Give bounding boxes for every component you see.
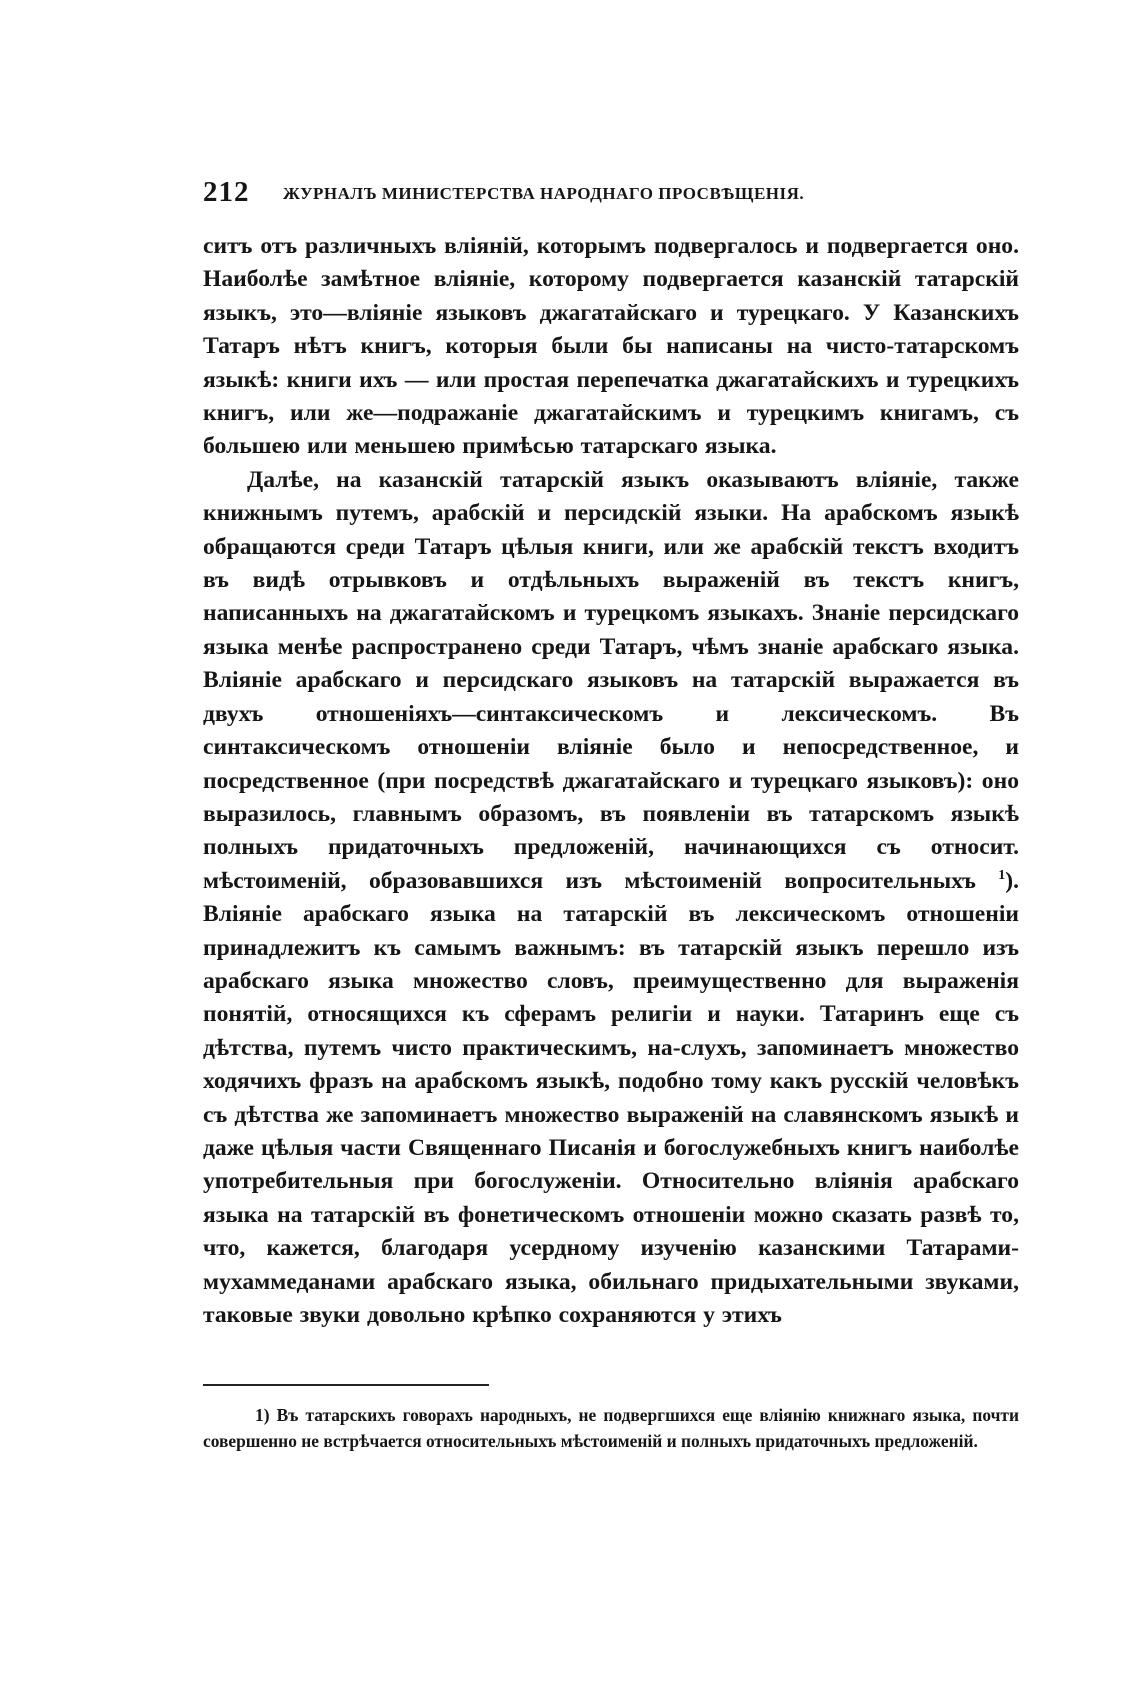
page-header	[203, 176, 1019, 216]
footnote-text: Въ татарскихъ говорахъ народныхъ, не подвергшихся еще вліянію книжнаго языка, почти совершенно не встрѣчается относительныхъ мѣстоименій и полныхъ придаточныхъ предложеній.	[203, 1405, 1019, 1451]
page-number: 212	[203, 176, 250, 208]
footnote-marker: 1)	[255, 1405, 270, 1425]
paragraph-1: ситъ отъ различныхъ вліяній, которымъ подвергалось и подвергается оно. Наиболѣе замѣтное вліяніе, которому подвергается казанскій татарскій языкъ, это—вліяніе языковъ джагатайскаго и турецкаго. У Казанскихъ Татаръ нѣтъ книгъ, которыя были бы написаны на чисто-татарскомъ языкѣ: книги ихъ — или простая перепечатка джагатайскихъ и турецкихъ книгъ, или же—подражаніе джагатайскимъ и турецкимъ книгамъ, съ большею или меньшею примѣсью татарскаго языка.	[203, 233, 1019, 460]
body-text	[203, 230, 1019, 1332]
paragraph-2	[203, 464, 1019, 1333]
paragraph-2-continuation: ). Вліяніе арабскаго языка на татарскій въ лексическомъ отношеніи принадлежитъ къ самымъ важнымъ: въ татарскій языкъ перешло изъ арабскаго языка множество словъ, преимущественно для выраженія понятій, относящихся къ сферамъ религіи и науки. Татаринъ еще съ дѣтства, путемъ чисто практическимъ, на-слухъ, запоминаетъ множество ходячихъ фразъ на арабскомъ языкѣ, подобно тому какъ русскій человѣкъ съ дѣтства же запоминаетъ множество выраженій на славянскомъ языкѣ и даже цѣлыя части Священнаго Писанія и богослужебныхъ книгъ наиболѣе употребительныя при богослуженіи. Относительно вліянія арабскаго языка на татарскій въ фонетическомъ отношеніи можно сказать развѣ то, что, кажется, благодаря усердному изученію казанскими Татарами-мухаммеданами арабскаго языка, обильнаго придыхательными звуками, таковые звуки довольно крѣпко сохраняются у этихъ	[203, 867, 1019, 1328]
running-title: ЖУРНАЛЪ МИНИСТЕРСТВА НАРОДНАГО ПРОСВѢЩЕНІЯ.	[283, 184, 805, 203]
footnote-divider	[203, 1384, 489, 1386]
footnote-reference: 1	[998, 867, 1006, 883]
paragraph-2-text: Далѣе, на казанскій татарскій языкъ оказываютъ вліяніе, также книжнымъ путемъ, арабскій и персидскій языки. На арабскомъ языкѣ обращаются среди Татаръ цѣлыя книги, или же арабскій текстъ входитъ въ видѣ отрывковъ и отдѣльныхъ выраженій въ текстъ книгъ, написанныхъ на джагатайскомъ и турецкомъ языкахъ. Знаніе персидскаго языка менѣе распространено среди Татаръ, чѣмъ знаніе арабскаго языка. Вліяніе арабскаго и персидскаго языковъ на татарскій выражается въ двухъ отношеніяхъ—синтаксическомъ и лексическомъ. Въ синтаксическомъ отношеніи вліяніе было и непосредственное, и посредственное (при посредствѣ джагатайскаго и турецкаго языковъ): оно выразилось, главнымъ образомъ, въ появленіи въ татарскомъ языкѣ полныхъ придаточныхъ предложеній, начинающихся съ относит. мѣстоименій, образовавшихся изъ мѣстоименій вопросительныхъ	[203, 466, 1019, 894]
footnote	[203, 1402, 1019, 1454]
